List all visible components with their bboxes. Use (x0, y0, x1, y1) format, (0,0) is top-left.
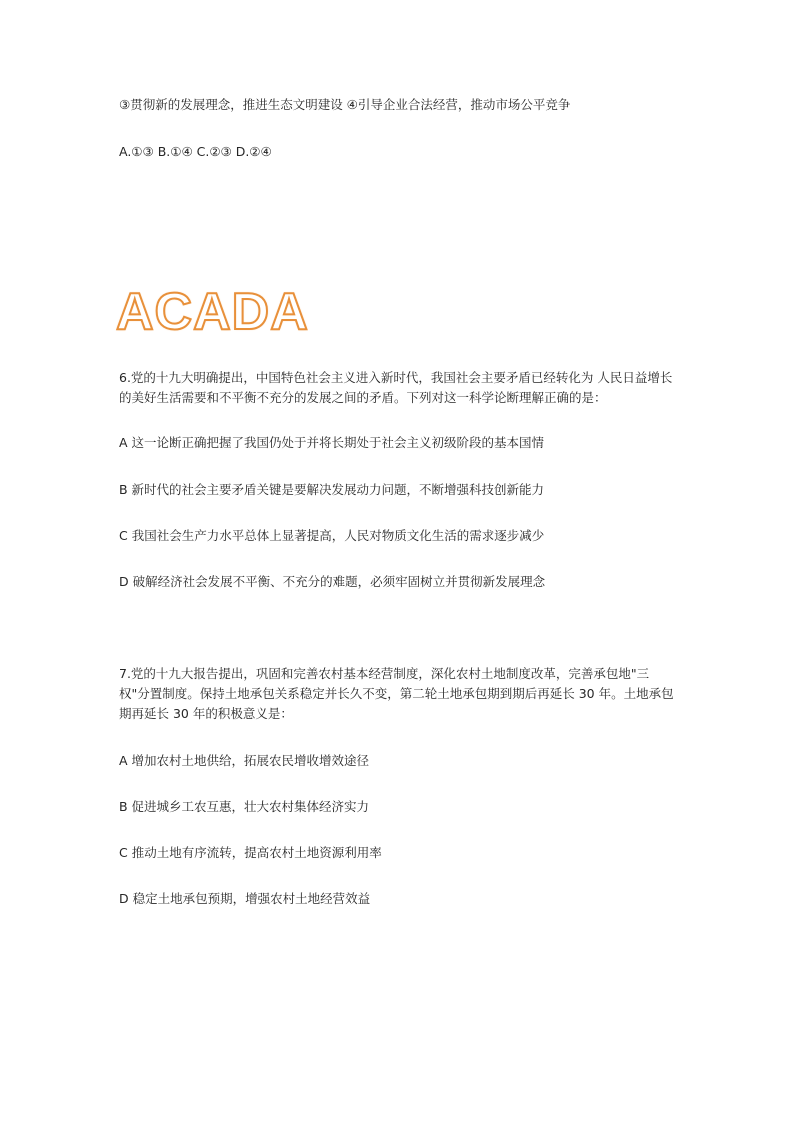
q7-option-a: A 增加农村土地供给，拓展农民增收增效途径 (119, 753, 370, 768)
q6-stem: 6.党的十九大明确提出，中国特色社会主义进入新时代，我国社会主要矛盾已经转化为 人民日益增长的美好生活需要和不平衡不充分的发展之间的矛盾。下列对这一科学论断理解正确的是： (119, 370, 673, 405)
q7-option-b: B 促进城乡工农互惠，壮大农村集体经济实力 (119, 799, 370, 814)
watermark-logo: ACADA (116, 283, 309, 341)
q7-option-c: C 推动土地有序流转，提高农村土地资源利用率 (119, 845, 382, 860)
q7-option-d: D 稳定土地承包预期，增强农村土地经营效益 (119, 891, 371, 906)
q6-option-b: B 新时代的社会主要矛盾关键是要解决发展动力问题，不断增强科技创新能力 (119, 482, 545, 497)
q5-answer-choices: A.①③ B.①④ C.②③ D.②④ (119, 144, 272, 159)
q6-option-d: D 破解经济社会发展不平衡、不充分的难题，必须牢固树立并贯彻新发展理念 (119, 574, 546, 589)
q5-options-line: ③贯彻新的发展理念，推进生态文明建设 ④引导企业合法经营，推动市场公平竞争 (119, 97, 571, 112)
q6-option-a: A 这一论断正确把握了我国仍处于并将长期处于社会主义初级阶段的基本国情 (119, 435, 545, 450)
q6-option-c: C 我国社会生产力水平总体上显著提高，人民对物质文化生活的需求逐步减少 (119, 528, 545, 543)
q7-stem: 7.党的十九大报告提出，巩固和完善农村基本经营制度，深化农村土地制度改革，完善承包地"三权"分置制度。保持土地承包关系稳定并长久不变，第二轮土地承包期到期后再延长 30 年。土地承包期再延长 30 年的积极意义是： (119, 666, 674, 721)
